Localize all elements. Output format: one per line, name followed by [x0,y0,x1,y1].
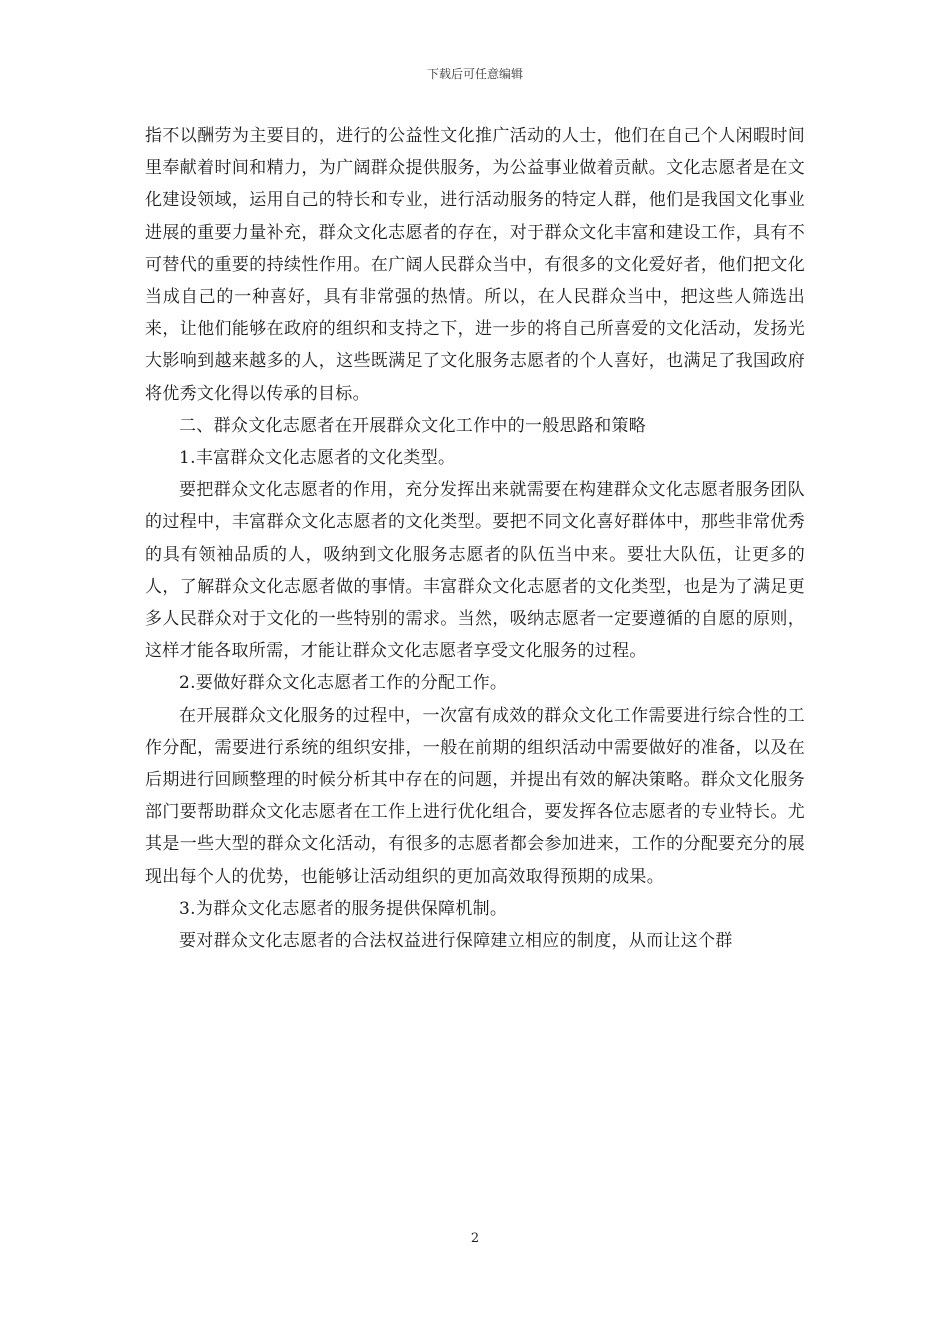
page-number: 2 [470,1231,480,1246]
subheading-1: 1.丰富群众文化志愿者的文化类型。 [179,448,456,469]
paragraph-work-allocation: 在开展群众文化服务的过程中，一次富有成效的群众文化工作需要进行综合性的工作分配，需要进行系统的组织安排，一般在前期的组织活动中需要做好的准备，以及在后期进行回顾整理的时候分析其中存在的问题，并提出有效的解决策略。群众文化服务部门要帮助群众文化志愿者在工作上进行优化组合，要发挥各位志愿者的专业特长。尤其是一些大型的群众文化活动，有很多的志愿者都会参加进来，工作的分配要充分的展现出每个人的优势，也能够让活动组织的更加高效取得预期的成果。 [145,705,805,887]
paragraph-guarantee-mechanism: 要对群众文化志愿者的合法权益进行保障建立相应的制度，从而让这个群 [179,931,733,952]
page-header: 下载后可任意编辑 [426,67,523,81]
section-heading-2: 二、群众文化志愿者在开展群众文化工作中的一般思路和策略 [179,415,647,436]
paragraph-cultural-types: 要把群众文化志愿者的作用，充分发挥出来就需要在构建群众文化志愿者服务团队的过程中，丰富群众文化志愿者的文化类型。要把不同文化喜好群体中，那些非常优秀的具有领袖品质的人，吸纳到文化服务志愿者的队伍当中来。要壮大队伍，让更多的人，了解群众文化志愿者做的事情。丰富群众文化志愿者的文化类型，也是为了满足更多人民群众对于文化的一些特别的需求。当然，吸纳志愿者一定要遵循的自愿的原则，这样才能各取所需，才能让群众文化志愿者享受文化服务的过程。 [145,480,805,662]
paragraph-intro-continued: 指不以酬劳为主要目的，进行的公益性文化推广活动的人士，他们在自己个人闲暇时间里奉献着时间和精力，为广阔群众提供服务，为公益事业做着贡献。文化志愿者是在文化建设领域，运用自己的特长和专业，进行活动服务的特定人群，他们是我国文化事业进展的重要力量补充，群众文化志愿者的存在，对于群众文化丰富和建设工作，具有不可替代的重要的持续性作用。在广阔人民群众当中，有很多的文化爱好者，他们把文化当成自己的一种喜好，具有非常强的热情。所以，在人民群众当中，把这些人筛选出来，让他们能够在政府的组织和支持之下，进一步的将自己所喜爱的文化活动，发扬光大影响到越来越多的人，这些既满足了文化服务志愿者的个人喜好，也满足了我国政府将优秀文化得以传承的目标。 [145,126,805,404]
subheading-3: 3.为群众文化志愿者的服务提供保障机制。 [179,898,508,919]
document-body [145,120,805,957]
subheading-2: 2.要做好群众文化志愿者工作的分配工作。 [179,673,508,694]
